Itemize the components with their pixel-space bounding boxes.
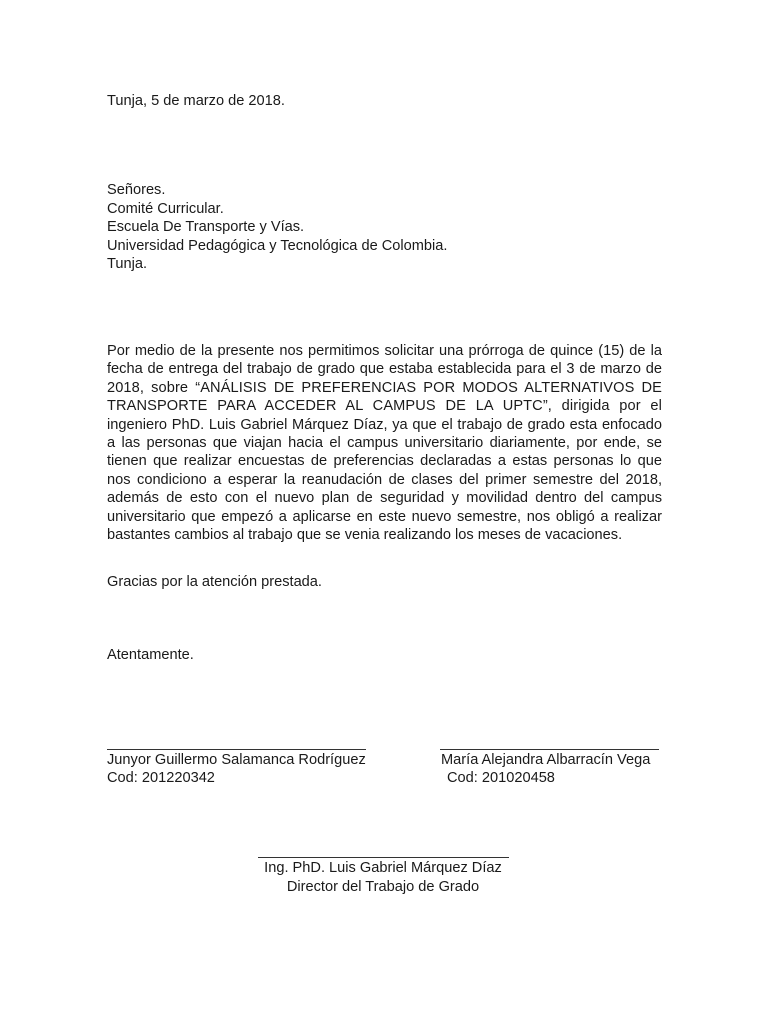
director-name: Ing. PhD. Luis Gabriel Márquez Díaz [264, 860, 502, 876]
body-line: además de esto con el nuevo plan de seguridad y movilidad dentro del campus [107, 490, 662, 507]
recipient-line: Señores. [107, 182, 166, 198]
body-line: universitario que empezó a aplicarse en este nuevo semestre, nos obligó a realizar [107, 508, 662, 525]
body-line: Por medio de la presente nos permitimos solicitar una prórroga de quince (15) de la [107, 343, 662, 359]
signer-code-right: Cod: 201020458 [447, 770, 555, 786]
body-line: 2018, sobre “ANÁLISIS DE PREFERENCIAS POR MODOS ALTERNATIVOS DE [107, 379, 662, 396]
recipient-line: Escuela De Transporte y Vías. [107, 219, 305, 235]
recipient-block [107, 181, 447, 274]
body-line: bastantes cambios al trabajo que se venia realizando los meses de vacaciones. [107, 527, 623, 544]
recipient-line: Tunja. [107, 256, 148, 272]
thanks-line: Gracias por la atención prestada. [107, 574, 322, 590]
body-line: a las personas que viajan hacia el campus universitario diariamente, por ende, se [107, 435, 662, 452]
body-line: nos condiciono a esperar la reanudación de clases del primer semestre del 2018, [107, 471, 662, 488]
signature-line-left [107, 749, 366, 750]
body-line: ingeniero PhD. Luis Gabriel Márquez Díaz, ya que el trabajo de grado esta enfocado [107, 416, 662, 433]
signer-code-left: Cod: 201220342 [107, 770, 215, 786]
letter-date: Tunja, 5 de marzo de 2018. [107, 93, 285, 109]
signature-line-right [440, 749, 659, 750]
recipient-line: Comité Curricular. [107, 200, 224, 217]
letter-body [107, 342, 662, 544]
closing-line: Atentamente. [107, 647, 194, 663]
director-signature-block [240, 859, 526, 896]
director-title: Director del Trabajo de Grado [286, 878, 480, 895]
body-line: tienen que realizar encuestas de preferencias declaradas a estas personas lo que [107, 453, 662, 470]
signature-line-director [258, 857, 509, 858]
recipient-line: Universidad Pedagógica y Tecnológica de Colombia. [107, 237, 448, 254]
body-line: fecha de entrega del trabajo de grado que estaba establecida para el 3 de marzo de [107, 361, 662, 378]
signer-name-right: María Alejandra Albarracín Vega [441, 752, 651, 768]
body-line: TRANSPORTE PARA ACCEDER AL CAMPUS DE LA UPTC”, dirigida por el [107, 398, 662, 415]
signer-name-left: Junyor Guillermo Salamanca Rodríguez [107, 752, 366, 768]
